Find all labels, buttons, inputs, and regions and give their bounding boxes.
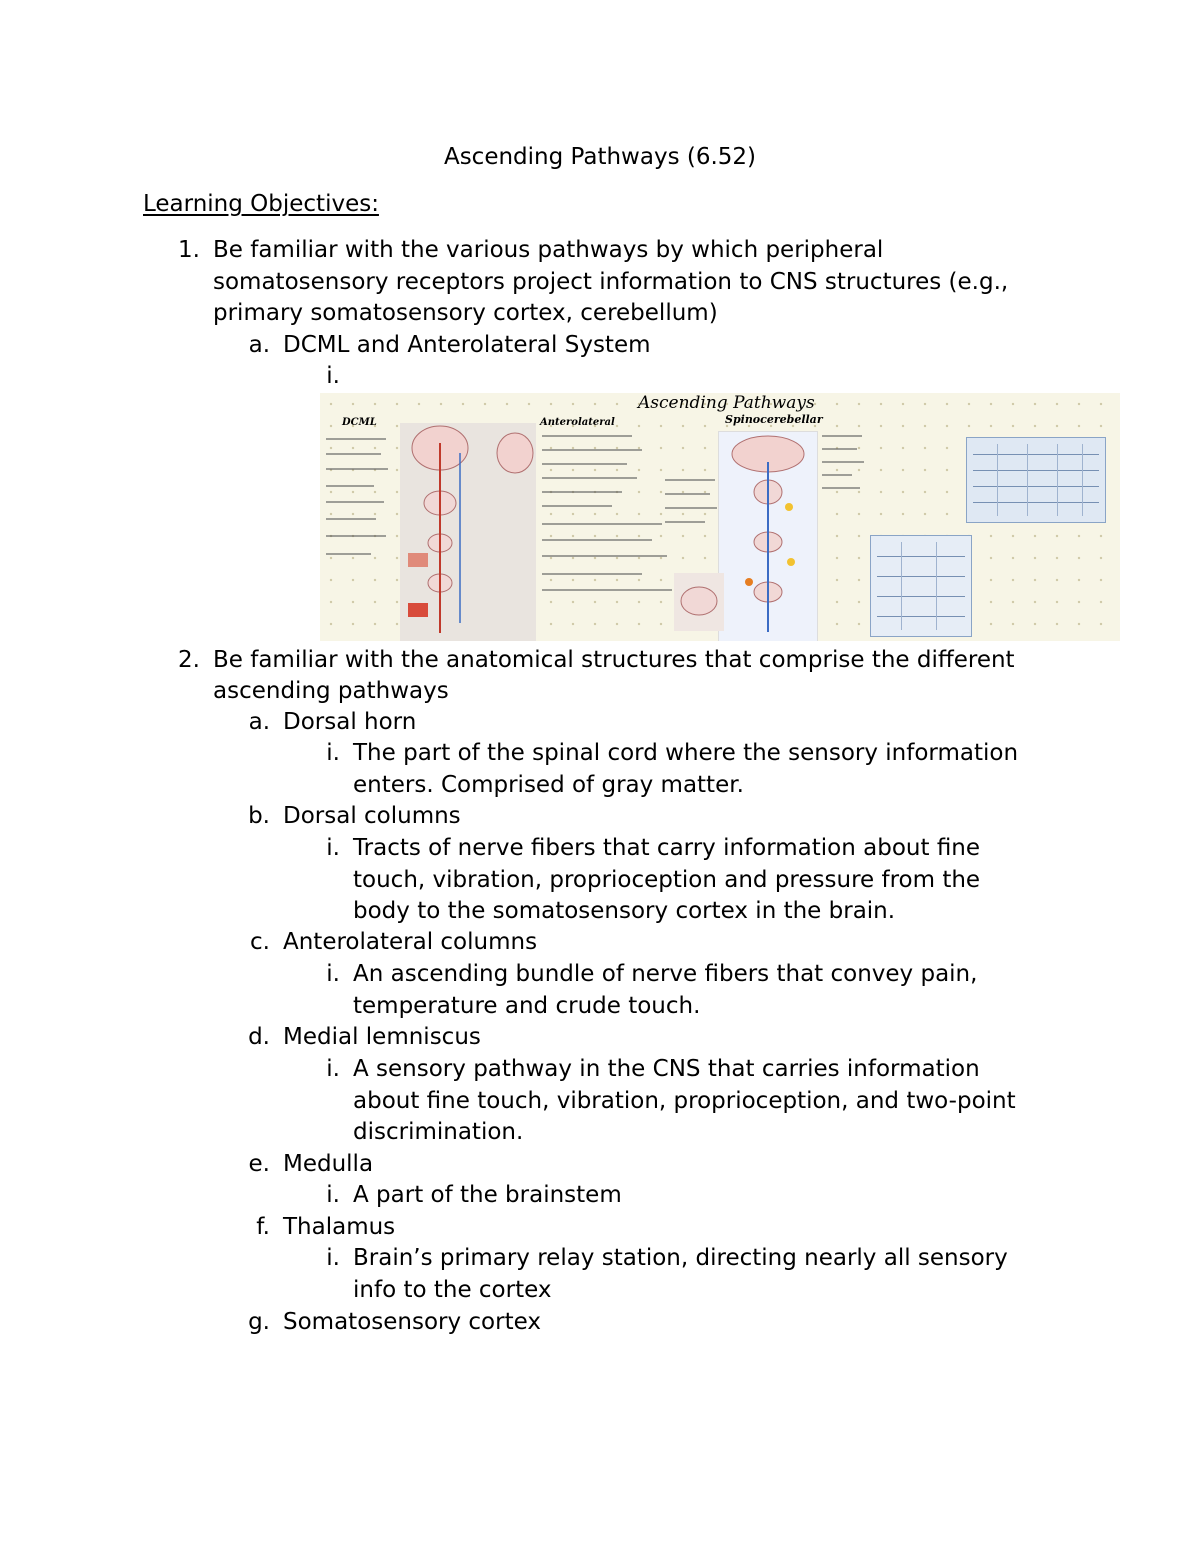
item2-sub-i-line: enters. Comprised of gray matter. — [353, 772, 744, 798]
item2-sub-i-line: Tracts of nerve fibers that carry information about fine — [353, 835, 981, 861]
objectives-heading: Learning Objectives: — [143, 191, 379, 217]
item2-sub-marker: g. — [248, 1309, 270, 1335]
page-title: Ascending Pathways (6.52) — [443, 144, 757, 170]
item2-sub-i-line: temperature and crude touch. — [353, 993, 701, 1019]
item2-sub-i-line: body to the somatosensory cortex in the brain. — [353, 898, 896, 924]
item1-sub-a-marker: a. — [248, 332, 270, 358]
item2-sub-title: Medulla — [283, 1151, 374, 1177]
item2-sub-title: Dorsal columns — [283, 803, 461, 829]
spinocerebellar-diagram — [718, 431, 818, 641]
item2-sub-i-marker: i. — [326, 1182, 340, 1208]
dcml-diagram — [400, 423, 536, 641]
item2-sub-i-line: Brain’s primary relay station, directing nearly all sensory — [353, 1245, 1008, 1271]
figure-label-spinocerebellar: Spinocerebellar — [725, 413, 823, 426]
item2-sub-i-marker: i. — [326, 835, 340, 861]
figure-heading: Ascending Pathways — [638, 393, 815, 413]
item2-sub-title: Medial lemniscus — [283, 1024, 481, 1050]
item1-marker: 1. — [178, 237, 200, 263]
item2-line-1: Be familiar with the anatomical structures that comprise the different — [213, 647, 1015, 673]
item1-line-1: Be familiar with the various pathways by which peripheral — [213, 237, 884, 263]
item2-sub-i-line: about fine touch, vibration, proprioception, and two-point — [353, 1088, 1016, 1114]
item2-sub-marker: d. — [248, 1024, 270, 1050]
item2-sub-i-line: info to the cortex — [353, 1277, 552, 1303]
dcml-drawing — [400, 423, 536, 641]
item2-sub-marker: a. — [248, 709, 270, 735]
spinocerebellar-drawing — [719, 432, 817, 641]
item2-sub-i-line: The part of the spinal cord where the sensory information — [353, 740, 1019, 766]
item2-sub-i-marker: i. — [326, 1056, 340, 1082]
item2-sub-i-line: discrimination. — [353, 1119, 524, 1145]
ascending-pathways-figure — [320, 393, 1120, 641]
item2-marker: 2. — [178, 647, 200, 673]
item2-sub-marker: f. — [256, 1214, 270, 1240]
figure-label-anterolateral: Anterolateral — [540, 417, 615, 428]
table-screenshot-1 — [966, 437, 1106, 523]
item2-sub-title: Thalamus — [283, 1214, 396, 1240]
item2-sub-title: Dorsal horn — [283, 709, 417, 735]
item2-sub-marker: e. — [248, 1151, 270, 1177]
item2-sub-title: Anterolateral columns — [283, 929, 538, 955]
item2-line-2: ascending pathways — [213, 678, 449, 704]
item2-sub-i-marker: i. — [326, 1245, 340, 1271]
item1-line-2: somatosensory receptors project information to CNS structures (e.g., — [213, 269, 1009, 295]
figure-label-dcml: DCML — [342, 417, 377, 428]
item1-line-3: primary somatosensory cortex, cerebellum) — [213, 300, 718, 326]
item2-sub-i-line: A sensory pathway in the CNS that carries information — [353, 1056, 980, 1082]
item2-sub-i-line: An ascending bundle of nerve fibers that convey pain, — [353, 961, 978, 987]
item2-sub-i-line: A part of the brainstem — [353, 1182, 622, 1208]
item2-sub-i-line: touch, vibration, proprioception and pressure from the — [353, 867, 981, 893]
item2-sub-marker: c. — [250, 929, 270, 955]
table-screenshot-2 — [870, 535, 972, 637]
item2-sub-i-marker: i. — [326, 961, 340, 987]
cross-section-photo — [674, 573, 724, 631]
item2-sub-marker: b. — [248, 803, 270, 829]
item1-sub-a-text: DCML and Anterolateral System — [283, 332, 651, 358]
item2-sub-title: Somatosensory cortex — [283, 1309, 541, 1335]
item1-sub-a-i-marker: i. — [326, 363, 340, 389]
item2-sub-i-marker: i. — [326, 740, 340, 766]
